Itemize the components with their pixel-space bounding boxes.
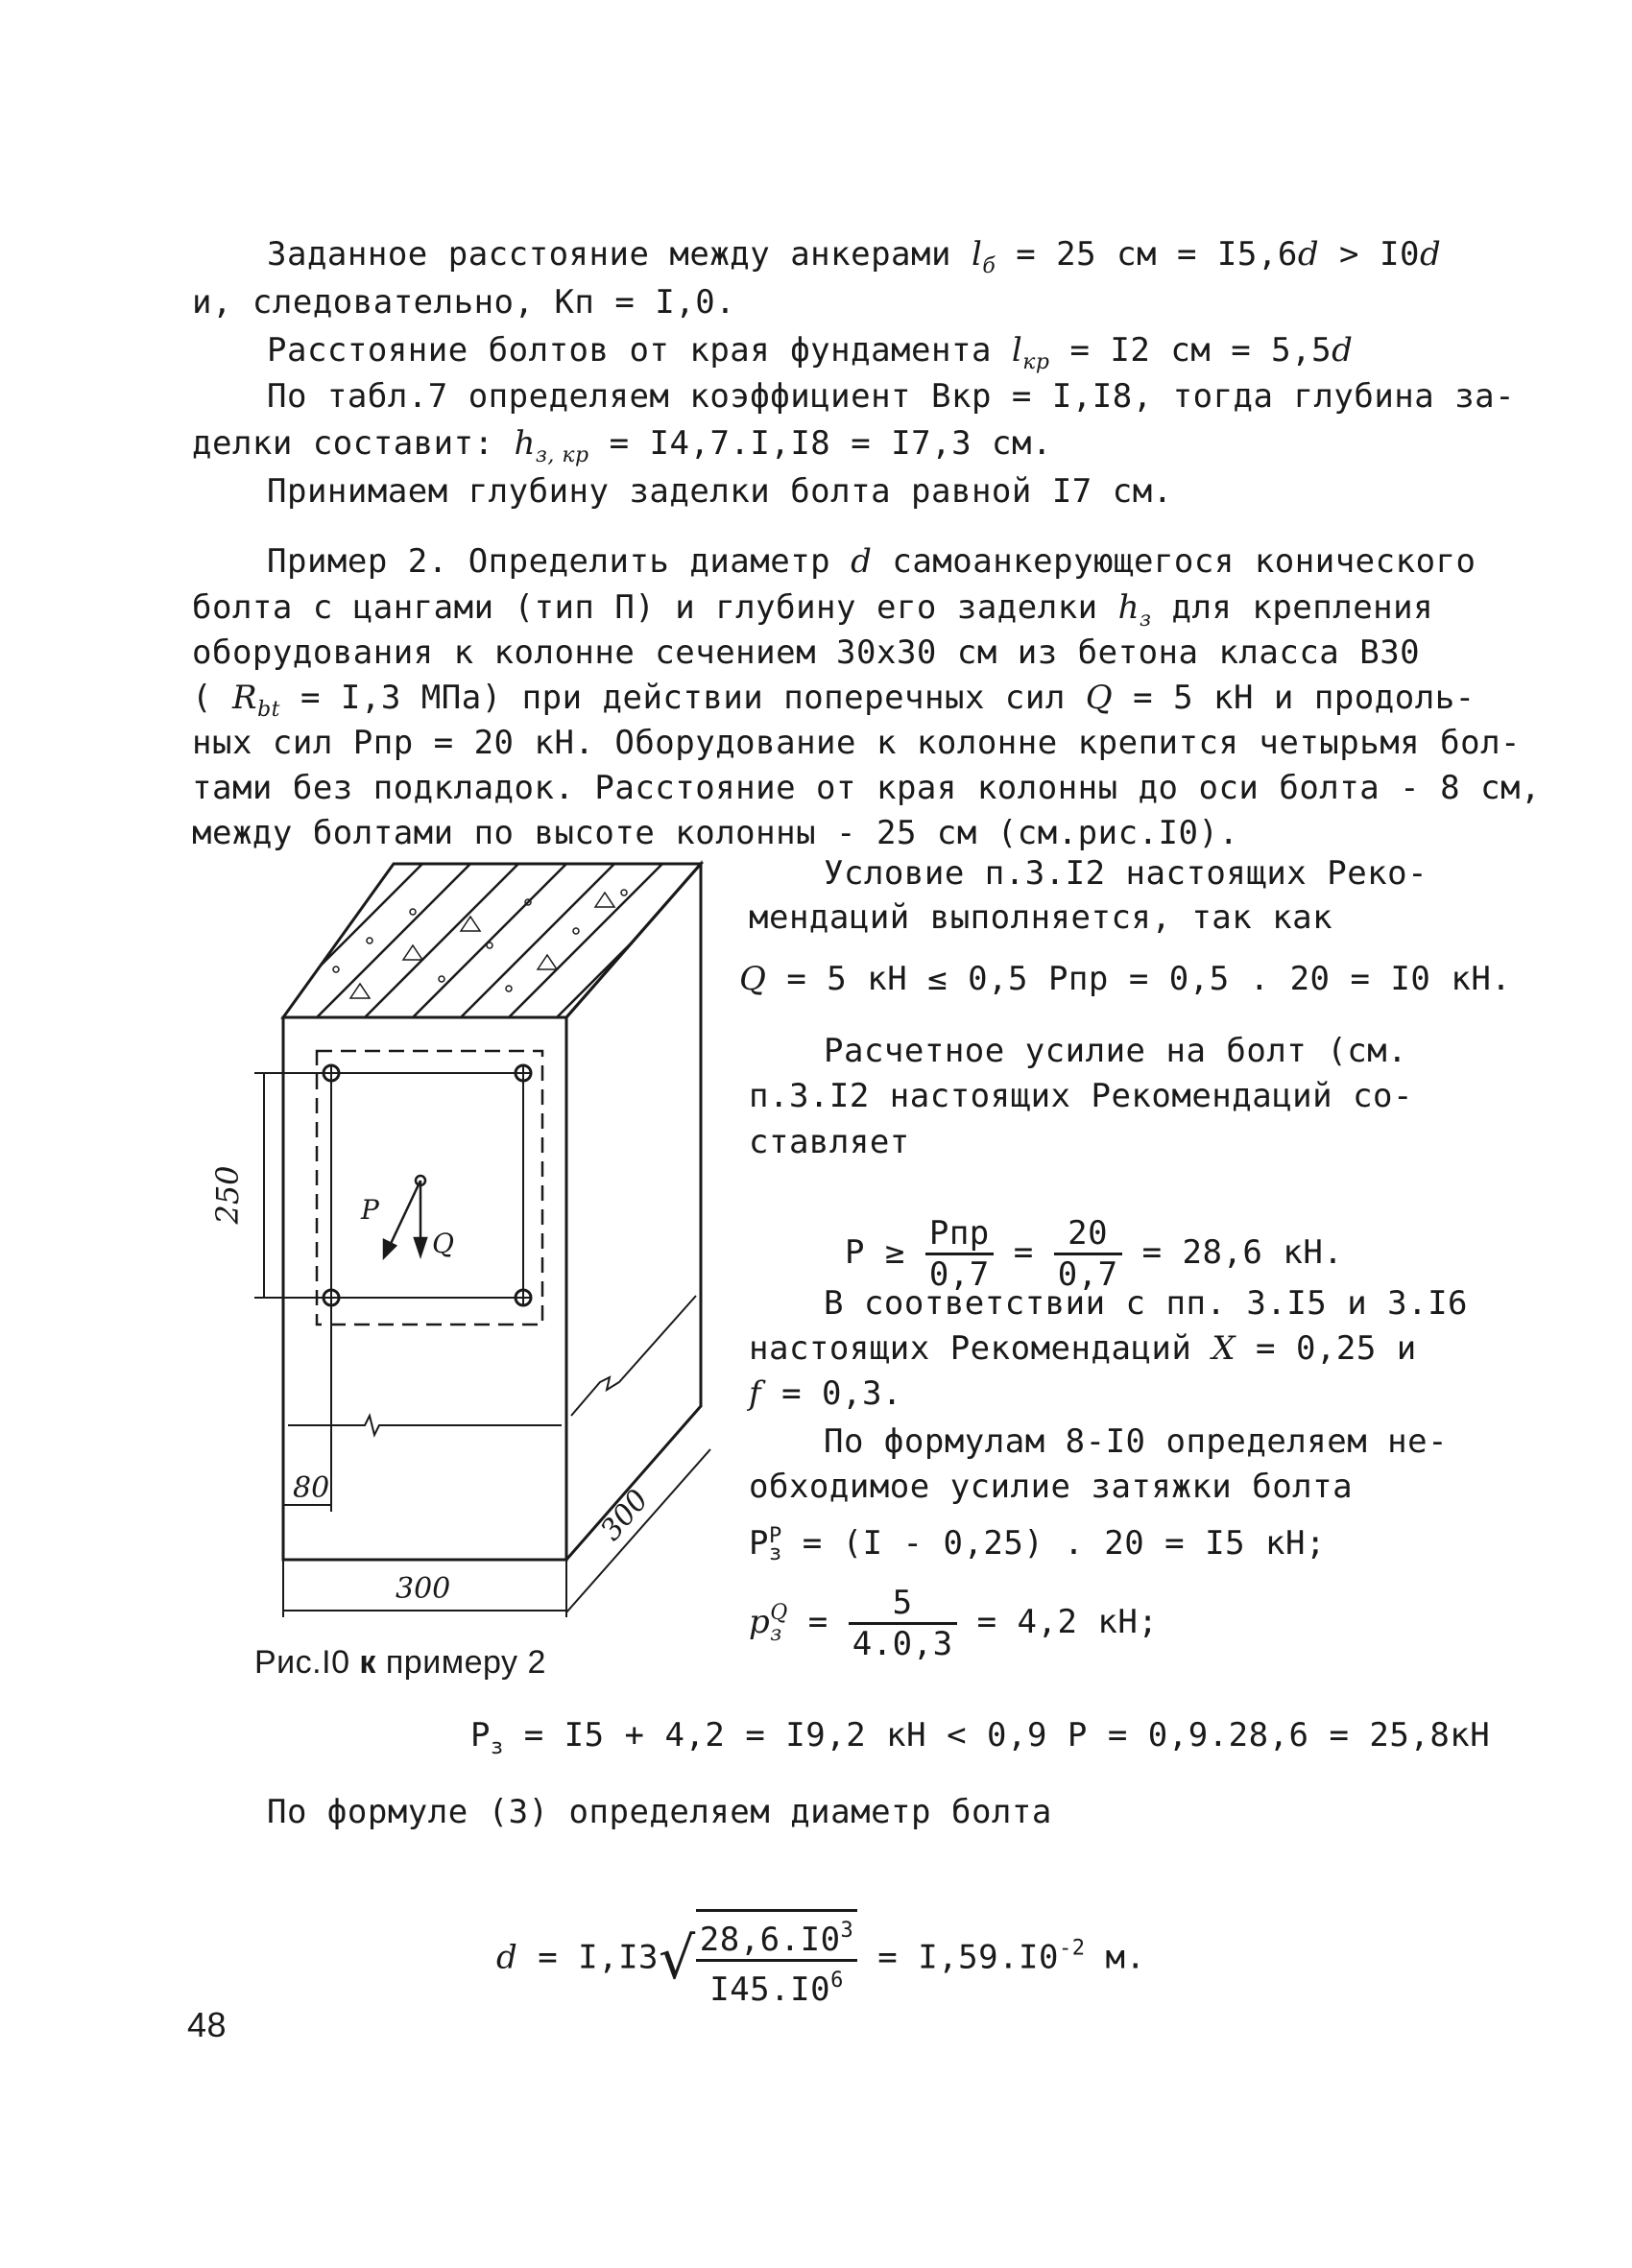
formula-p-result: = 28,6 кН. [1121, 1233, 1344, 1272]
para1-line1-text: Заданное расстояние между анкерами [267, 235, 972, 274]
symbol-l-sub: кр [1022, 350, 1050, 374]
right-text: = 0,25 и [1236, 1329, 1417, 1368]
formula-text: = I5 + 4,2 = I9,2 кН < 0,9 P = 0,9.28,6 = 25,8кН [503, 1716, 1491, 1755]
fraction-den: 0,7 [1057, 1255, 1118, 1294]
break-mark-side [571, 1296, 696, 1416]
example2-line6: тами без подкладок. Расстояние от края колонны до оси болта - 8 см, [192, 769, 1541, 807]
symbol-h-sub: з, кр [535, 443, 589, 467]
symbol-p: P [470, 1716, 491, 1755]
example2-text: = I,3 МПа) при действии поперечных сил [280, 679, 1086, 717]
force-q-label: Q [432, 1228, 454, 1259]
formula-pzp [749, 1524, 1326, 1563]
symbol-h-sub: з [1140, 608, 1152, 632]
dimension-80-label: 80 [293, 1471, 330, 1505]
fraction-num: 5 [849, 1584, 957, 1625]
sqrt-sign: √ [659, 1925, 696, 1993]
para2-line [267, 331, 1353, 382]
example2-text: для крепления [1151, 588, 1434, 627]
right-text: Условие п.3.I2 настоящих Реко- [824, 854, 1428, 893]
symbol-p: p [749, 1603, 771, 1641]
symbol-q: Q [1085, 679, 1114, 717]
example2-line1 [267, 542, 1476, 581]
right-line1 [824, 854, 1428, 893]
fraction-num: 20 [1054, 1214, 1122, 1255]
para4-line: Принимаем глубину заделки болта равной I7 см. [267, 472, 1173, 511]
example2-text: самоанкерующегося конического [872, 542, 1476, 581]
right-line11: обходимое усилие затяжки болта [749, 1468, 1354, 1506]
para2-text: Расстояние болтов от края фундамента [267, 331, 1012, 370]
right-line2: мендаций выполняется, так как [749, 898, 1333, 937]
formula-text: = I,I3 [517, 1938, 660, 1977]
dimension-250 [254, 1073, 331, 1298]
formula-p-lhs: P ≥ [844, 1233, 925, 1272]
pzp-sub: з [768, 1540, 782, 1565]
force-arrows [384, 1176, 426, 1257]
formula3-intro: По формуле (3) определяем диаметр болта [267, 1793, 1052, 1831]
symbol-l-sub: б [982, 254, 996, 278]
plate-outline [317, 1051, 542, 1325]
symbol-f: f [749, 1374, 762, 1413]
para1-line1-value: = 25 см = I5,6 [996, 235, 1298, 274]
formula-pzq [749, 1584, 1158, 1663]
para2-value: = I2 см = 5,5 [1049, 331, 1332, 370]
example2-line7: между болтами по высоте колонны - 25 см (см.рис.I0). [192, 814, 1239, 852]
pzq-sub: з [770, 1621, 782, 1646]
right-line3 [739, 960, 1511, 998]
symbol-h: h [514, 424, 536, 463]
caption-text: Рис.I0 [254, 1644, 360, 1681]
column-side-face [566, 864, 701, 1560]
num-text: 28,6.I0 [699, 1921, 841, 1959]
example2-l2-left [192, 588, 1152, 639]
pzq-sup: Q [770, 1600, 788, 1625]
formula-p [804, 1176, 1343, 1294]
break-mark-front [288, 1416, 562, 1435]
symbol-d: d [1332, 331, 1354, 370]
bolt-holes [324, 1065, 531, 1305]
example2-line5: ных сил Рпр = 20 кН. Оборудование к колонне крепится четырьмя бол- [192, 724, 1522, 762]
example2-line2 [192, 588, 1434, 639]
page-number: 48 [187, 2005, 228, 2044]
num-sup: 3 [840, 1919, 854, 1943]
formula-diameter [456, 1867, 1145, 2009]
pzq-scripts [770, 1600, 788, 1646]
dimension-250-label: 250 [209, 1165, 246, 1225]
equals: = [993, 1233, 1054, 1272]
formula-result: = 4,2 кН; [956, 1603, 1159, 1641]
fraction-num: Рпр [925, 1214, 994, 1255]
force-p-label: P [361, 1194, 379, 1226]
fraction-den: 4.0,3 [852, 1625, 953, 1663]
para1-line1-compare: > I0 [1319, 235, 1420, 274]
right-text: настоящих Рекомендаций [749, 1329, 1212, 1368]
symbol-l: l [971, 235, 983, 274]
fraction [1054, 1214, 1122, 1294]
den-text: I45.I0 [709, 1970, 831, 2009]
para1-line1 [267, 235, 1441, 286]
example2-text: болта с цангами (тип П) и глубину его заделки [192, 588, 1118, 627]
symbol-d: d [1297, 235, 1320, 274]
fraction [925, 1214, 994, 1294]
symbol-r-sub: bt [257, 698, 280, 722]
p3-line [470, 1716, 1490, 1767]
symbol-q: Q [739, 960, 767, 998]
equals: = [787, 1603, 849, 1641]
formula-text: = (I - 0,25) . 20 = I5 кН; [781, 1524, 1326, 1563]
symbol-d: d [851, 542, 873, 581]
fraction-den: 0,7 [928, 1255, 990, 1294]
para3-line2 [192, 424, 1052, 475]
right-text: = 5 кН ≤ 0,5 Рпр = 0,5 . 20 = I0 кН. [766, 960, 1512, 998]
right-line9 [749, 1374, 902, 1413]
fraction [849, 1584, 957, 1663]
dimension-300-bottom-label: 300 [396, 1572, 451, 1606]
symbol-p-sub: з [490, 1735, 504, 1759]
fraction-den [696, 1962, 858, 2009]
fraction [696, 1909, 858, 2009]
right-line7: В соответствии с пп. 3.I5 и 3.I6 [824, 1284, 1469, 1323]
para3-value: = I4,7.I,I8 = I7,3 см. [588, 424, 1052, 463]
para3-text: делки составит: [192, 424, 515, 463]
bolt-axis-lines [324, 1065, 531, 1305]
example2-line4 [192, 679, 1476, 729]
formula-result: = I,59.I0 [857, 1938, 1059, 1977]
right-line4: Расчетное усилие на болт (см. [824, 1032, 1408, 1070]
caption-text: к [359, 1644, 376, 1681]
right-line8 [749, 1329, 1417, 1368]
right-text: = 0,3. [761, 1374, 902, 1413]
symbol-l: l [1011, 331, 1023, 370]
caption-text: примеру 2 [375, 1644, 546, 1681]
para3-line1: По табл.7 определяем коэффициент Вкр = I,I8, тогда глубина за- [267, 377, 1516, 416]
top-face-hatching [250, 854, 730, 1037]
symbol-x: X [1212, 1329, 1236, 1368]
fraction-num [696, 1912, 858, 1962]
example2-text: = 5 кН и продоль- [1113, 679, 1476, 717]
dimension-80 [283, 1305, 331, 1560]
right-line10: По формулам 8-I0 определяем не- [824, 1422, 1449, 1461]
result-sup: -2 [1059, 1936, 1086, 1961]
right-line6: ставляет [749, 1123, 910, 1161]
example2-text: ( [192, 679, 232, 717]
para1-line2: и, следовательно, Кп = I,0. [192, 283, 736, 322]
symbol-h: h [1117, 588, 1140, 627]
pzp-scripts [768, 1523, 782, 1565]
right-line5: п.3.I2 настоящих Рекомендаций со- [749, 1077, 1414, 1115]
dimension-300-side [566, 1449, 710, 1612]
symbol-p: P [749, 1524, 769, 1563]
unit: м. [1085, 1938, 1146, 1977]
den-sup: 6 [830, 1969, 844, 1993]
example2-line3: оборудования к колонне сечением 30х30 см из бетона класса В30 [192, 633, 1421, 672]
figure-caption [254, 1643, 546, 1682]
symbol-d: d [495, 1938, 518, 1977]
dimension-300-side-label: 300 [593, 1483, 656, 1548]
symbol-r: R [231, 679, 258, 717]
figure-column-diagram [192, 854, 730, 1680]
pzp-sup: P [768, 1523, 782, 1548]
symbol-d: d [1419, 235, 1442, 274]
example2-text: Пример 2. Определить диаметр [267, 542, 852, 581]
